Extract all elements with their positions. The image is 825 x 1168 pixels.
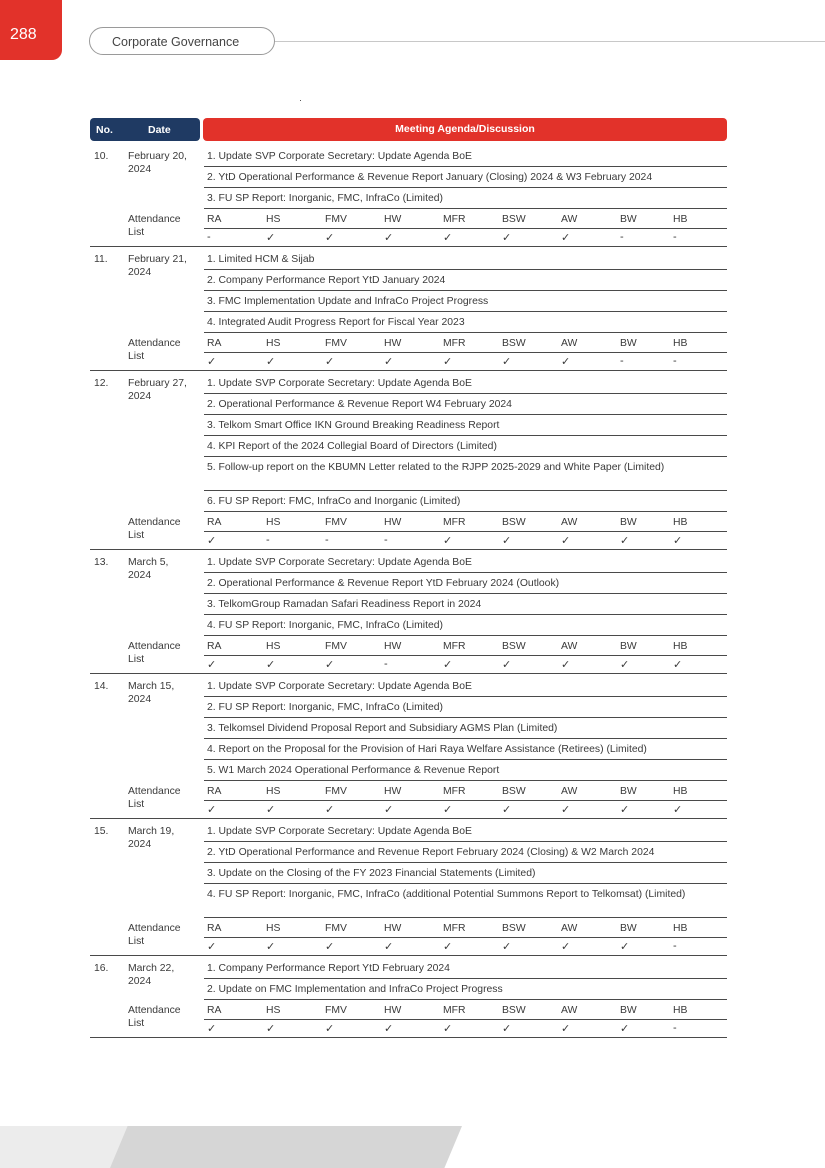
attendance-mark: ✓: [207, 1023, 217, 1035]
row-divider: [204, 166, 727, 167]
attendance-mark: ✓: [502, 659, 512, 671]
attendee-code: HW: [384, 1005, 402, 1016]
attendee-code: RA: [207, 517, 222, 528]
row-divider: [204, 393, 727, 394]
row-divider: [204, 269, 727, 270]
row-divider: [204, 780, 727, 781]
attendee-code: HS: [266, 338, 281, 349]
attendee-code: RA: [207, 923, 222, 934]
attendee-code: MFR: [443, 517, 466, 528]
agenda-item: 3. Telkom Smart Office IKN Ground Breaking Readiness Report: [207, 420, 500, 431]
attendee-code: FMV: [325, 214, 347, 225]
attendance-mark: -: [620, 355, 624, 367]
attendee-code: BSW: [502, 923, 526, 934]
row-divider: [204, 228, 727, 229]
attendee-code: AW: [561, 1005, 578, 1016]
row-divider: [204, 187, 727, 188]
attendance-mark: -: [384, 658, 388, 670]
row-divider: [204, 759, 727, 760]
attendee-code: BW: [620, 517, 637, 528]
meeting-number: 11.: [94, 254, 108, 265]
agenda-item: 4. KPI Report of the 2024 Collegial Board of Directors (Limited): [207, 441, 497, 452]
agenda-item: 4. Report on the Proposal for the Provision of Hari Raya Welfare Assistance (Retirees) (Limited): [207, 744, 647, 755]
attendance-mark: ✓: [620, 941, 630, 953]
row-divider: [204, 435, 727, 436]
attendee-code: BSW: [502, 214, 526, 225]
agenda-item: 3. FU SP Report: Inorganic, FMC, InfraCo (Limited): [207, 193, 443, 204]
agenda-item: 1. Update SVP Corporate Secretary: Update Agenda BoE: [207, 681, 472, 692]
agenda-item: 1. Limited HCM & Sijab: [207, 254, 315, 265]
attendance-mark: ✓: [673, 804, 683, 816]
agenda-item: 2. YtD Operational Performance & Revenue Report January (Closing) 2024 & W3 February 2024: [207, 172, 653, 183]
meeting-number: 15.: [94, 826, 109, 837]
agenda-item: 5. W1 March 2024 Operational Performance & Revenue Report: [207, 765, 500, 776]
row-divider: [204, 531, 727, 532]
meeting-date: March 19, 2024: [128, 826, 175, 850]
row-divider: [204, 352, 727, 353]
attendee-code: HS: [266, 517, 281, 528]
attendance-mark: ✓: [443, 535, 453, 547]
row-divider: [204, 717, 727, 718]
row-divider: [204, 862, 727, 863]
attendee-code: AW: [561, 517, 578, 528]
attendee-code: HW: [384, 338, 402, 349]
row-divider: [204, 414, 727, 415]
attendance-mark: ✓: [384, 232, 394, 244]
row-divider: [204, 978, 727, 979]
attendance-mark: ✓: [384, 941, 394, 953]
row-divider: [90, 673, 727, 674]
agenda-item: 2. Operational Performance & Revenue Report YtD February 2024 (Outlook): [207, 578, 560, 589]
attendee-code: BW: [620, 338, 637, 349]
attendee-code: MFR: [443, 214, 466, 225]
agenda-item: 2. Operational Performance & Revenue Report W4 February 2024: [207, 399, 512, 410]
attendance-mark: ✓: [384, 1023, 394, 1035]
meeting-number: 13.: [94, 557, 109, 568]
attendance-mark: ✓: [266, 941, 276, 953]
meeting-number: 14.: [94, 681, 109, 692]
section-pill: [89, 27, 275, 55]
attendee-code: HW: [384, 214, 402, 225]
row-divider: [204, 572, 727, 573]
attendee-code: HW: [384, 641, 402, 652]
row-divider: [90, 370, 727, 371]
row-divider: [204, 999, 727, 1000]
attendee-code: HW: [384, 923, 402, 934]
agenda-item: 5. Follow-up report on the KBUMN Letter related to the RJPP 2025-2029 and White Paper (Limited): [207, 462, 665, 473]
meeting-date: March 5, 2024: [128, 557, 169, 581]
agenda-item: 4. FU SP Report: Inorganic, FMC, InfraCo (additional Potential Summons Report to Telkomsat) (Limited): [207, 889, 686, 900]
attendance-mark: -: [673, 1022, 677, 1034]
attendance-mark: ✓: [443, 659, 453, 671]
row-divider: [204, 917, 727, 918]
attendance-mark: ✓: [502, 232, 512, 244]
attendance-mark: ✓: [502, 356, 512, 368]
attendee-code: BSW: [502, 1005, 526, 1016]
meeting-number: 10.: [94, 151, 109, 162]
attendee-code: HS: [266, 1005, 281, 1016]
attendee-code: HB: [673, 517, 688, 528]
agenda-item: 2. YtD Operational Performance and Revenue Report February 2024 (Closing) & W2 March 2024: [207, 847, 655, 858]
stray-dot: [300, 100, 301, 101]
row-divider: [90, 1037, 727, 1038]
row-divider: [204, 841, 727, 842]
attendee-code: MFR: [443, 1005, 466, 1016]
attendance-mark: ✓: [561, 1023, 571, 1035]
meeting-date: March 15, 2024: [128, 681, 175, 705]
row-divider: [204, 1019, 727, 1020]
attendance-mark: -: [620, 231, 624, 243]
attendance-mark: -: [673, 355, 677, 367]
attendee-code: HB: [673, 641, 688, 652]
attendee-code: HW: [384, 517, 402, 528]
meeting-number: 12.: [94, 378, 109, 389]
attendance-mark: -: [207, 231, 211, 243]
attendance-label: Attendance List: [128, 1005, 181, 1029]
attendee-code: FMV: [325, 517, 347, 528]
footer-band-dark: [110, 1126, 462, 1168]
attendance-label: Attendance List: [128, 214, 181, 238]
meeting-date: February 21, 2024: [128, 254, 187, 278]
row-divider: [204, 655, 727, 656]
attendance-label: Attendance List: [128, 786, 181, 810]
attendee-code: FMV: [325, 1005, 347, 1016]
attendee-code: HS: [266, 641, 281, 652]
attendance-mark: -: [266, 534, 270, 546]
attendee-code: HB: [673, 214, 688, 225]
attendee-code: HS: [266, 214, 281, 225]
agenda-item: 2. Update on FMC Implementation and InfraCo Project Progress: [207, 984, 503, 995]
attendance-mark: ✓: [502, 1023, 512, 1035]
attendee-code: FMV: [325, 641, 347, 652]
attendance-mark: ✓: [443, 232, 453, 244]
section-title: Corporate Governance: [112, 35, 240, 49]
attendance-mark: -: [325, 534, 329, 546]
attendance-mark: ✓: [443, 804, 453, 816]
attendee-code: BSW: [502, 338, 526, 349]
header-divider: [275, 41, 825, 42]
meeting-date: February 20, 2024: [128, 151, 187, 175]
agenda-item: 2. FU SP Report: Inorganic, FMC, InfraCo (Limited): [207, 702, 443, 713]
attendee-code: HB: [673, 923, 688, 934]
attendee-code: RA: [207, 1005, 222, 1016]
attendance-mark: ✓: [620, 659, 630, 671]
agenda-item: 1. Update SVP Corporate Secretary: Update Agenda BoE: [207, 378, 472, 389]
attendance-label: Attendance List: [128, 517, 181, 541]
attendance-mark: ✓: [673, 535, 683, 547]
attendee-code: AW: [561, 786, 578, 797]
attendee-code: BW: [620, 1005, 637, 1016]
attendance-mark: ✓: [325, 659, 335, 671]
attendee-code: AW: [561, 923, 578, 934]
attendance-mark: ✓: [561, 659, 571, 671]
page-number: 288: [10, 26, 37, 43]
attendee-code: HB: [673, 338, 688, 349]
agenda-item: 3. TelkomGroup Ramadan Safari Readiness Report in 2024: [207, 599, 482, 610]
attendee-code: BW: [620, 641, 637, 652]
attendance-mark: ✓: [561, 232, 571, 244]
attendance-label: Attendance List: [128, 923, 181, 947]
attendance-mark: ✓: [561, 941, 571, 953]
attendee-code: RA: [207, 641, 222, 652]
column-header-no: No.: [96, 124, 113, 136]
attendee-code: FMV: [325, 923, 347, 934]
attendee-code: BW: [620, 923, 637, 934]
row-divider: [204, 311, 727, 312]
attendee-code: BSW: [502, 786, 526, 797]
row-divider: [204, 490, 727, 491]
attendance-mark: ✓: [325, 1023, 335, 1035]
row-divider: [204, 511, 727, 512]
attendance-mark: ✓: [673, 659, 683, 671]
attendance-mark: ✓: [443, 941, 453, 953]
row-divider: [90, 818, 727, 819]
attendance-mark: ✓: [325, 232, 335, 244]
meeting-date: March 22, 2024: [128, 963, 175, 987]
row-divider: [204, 635, 727, 636]
row-divider: [90, 549, 727, 550]
attendance-mark: ✓: [266, 659, 276, 671]
attendee-code: AW: [561, 214, 578, 225]
attendance-mark: ✓: [207, 659, 217, 671]
attendee-code: RA: [207, 214, 222, 225]
agenda-item: 1. Update SVP Corporate Secretary: Update Agenda BoE: [207, 151, 472, 162]
attendee-code: HB: [673, 1005, 688, 1016]
row-divider: [204, 208, 727, 209]
attendance-mark: ✓: [502, 804, 512, 816]
agenda-item: 6. FU SP Report: FMC, InfraCo and Inorganic (Limited): [207, 496, 461, 507]
attendance-label: Attendance List: [128, 338, 181, 362]
meeting-number: 16.: [94, 963, 109, 974]
attendee-code: MFR: [443, 338, 466, 349]
row-divider: [204, 738, 727, 739]
attendee-code: BW: [620, 786, 637, 797]
attendance-mark: ✓: [384, 356, 394, 368]
attendee-code: MFR: [443, 786, 466, 797]
attendance-mark: ✓: [443, 1023, 453, 1035]
row-divider: [204, 332, 727, 333]
row-divider: [204, 800, 727, 801]
attendance-mark: ✓: [266, 356, 276, 368]
attendee-code: HS: [266, 923, 281, 934]
attendance-mark: ✓: [207, 941, 217, 953]
attendance-mark: ✓: [266, 1023, 276, 1035]
table-header-left: [90, 118, 200, 141]
attendance-mark: ✓: [207, 804, 217, 816]
attendance-mark: ✓: [266, 804, 276, 816]
attendee-code: FMV: [325, 338, 347, 349]
attendance-label: Attendance List: [128, 641, 181, 665]
attendee-code: AW: [561, 338, 578, 349]
attendance-mark: ✓: [325, 804, 335, 816]
attendance-mark: -: [384, 534, 388, 546]
agenda-item: 3. Update on the Closing of the FY 2023 Financial Statements (Limited): [207, 868, 536, 879]
agenda-item: 1. Update SVP Corporate Secretary: Update Agenda BoE: [207, 826, 472, 837]
attendance-mark: ✓: [325, 941, 335, 953]
attendance-mark: ✓: [384, 804, 394, 816]
attendance-mark: ✓: [620, 804, 630, 816]
attendance-mark: ✓: [207, 356, 217, 368]
attendance-mark: ✓: [325, 356, 335, 368]
attendance-mark: -: [673, 940, 677, 952]
attendance-mark: ✓: [502, 535, 512, 547]
row-divider: [204, 937, 727, 938]
column-header-date: Date: [148, 124, 171, 136]
attendee-code: HW: [384, 786, 402, 797]
attendee-code: RA: [207, 786, 222, 797]
attendee-code: MFR: [443, 641, 466, 652]
row-divider: [204, 456, 727, 457]
attendee-code: BW: [620, 214, 637, 225]
attendee-code: AW: [561, 641, 578, 652]
attendee-code: FMV: [325, 786, 347, 797]
agenda-item: 3. FMC Implementation Update and InfraCo Project Progress: [207, 296, 489, 307]
attendee-code: BSW: [502, 517, 526, 528]
attendee-code: BSW: [502, 641, 526, 652]
attendance-mark: ✓: [561, 356, 571, 368]
attendance-mark: ✓: [502, 941, 512, 953]
attendee-code: HB: [673, 786, 688, 797]
agenda-item: 4. FU SP Report: Inorganic, FMC, InfraCo (Limited): [207, 620, 443, 631]
column-header-agenda: Meeting Agenda/Discussion: [203, 118, 727, 141]
agenda-item: 4. Integrated Audit Progress Report for Fiscal Year 2023: [207, 317, 465, 328]
attendee-code: MFR: [443, 923, 466, 934]
attendee-code: HS: [266, 786, 281, 797]
row-divider: [90, 955, 727, 956]
attendance-mark: ✓: [561, 535, 571, 547]
row-divider: [204, 883, 727, 884]
attendee-code: RA: [207, 338, 222, 349]
agenda-item: 1. Company Performance Report YtD February 2024: [207, 963, 450, 974]
attendance-mark: -: [673, 231, 677, 243]
attendance-mark: ✓: [620, 535, 630, 547]
row-divider: [204, 593, 727, 594]
agenda-item: 2. Company Performance Report YtD January 2024: [207, 275, 446, 286]
row-divider: [204, 696, 727, 697]
row-divider: [204, 614, 727, 615]
agenda-item: 1. Update SVP Corporate Secretary: Update Agenda BoE: [207, 557, 472, 568]
row-divider: [204, 290, 727, 291]
attendance-mark: ✓: [266, 232, 276, 244]
attendance-mark: ✓: [443, 356, 453, 368]
attendance-mark: ✓: [207, 535, 217, 547]
row-divider: [90, 246, 727, 247]
meeting-date: February 27, 2024: [128, 378, 187, 402]
agenda-item: 3. Telkomsel Dividend Proposal Report and Subsidiary AGMS Plan (Limited): [207, 723, 558, 734]
attendance-mark: ✓: [561, 804, 571, 816]
attendance-mark: ✓: [620, 1023, 630, 1035]
